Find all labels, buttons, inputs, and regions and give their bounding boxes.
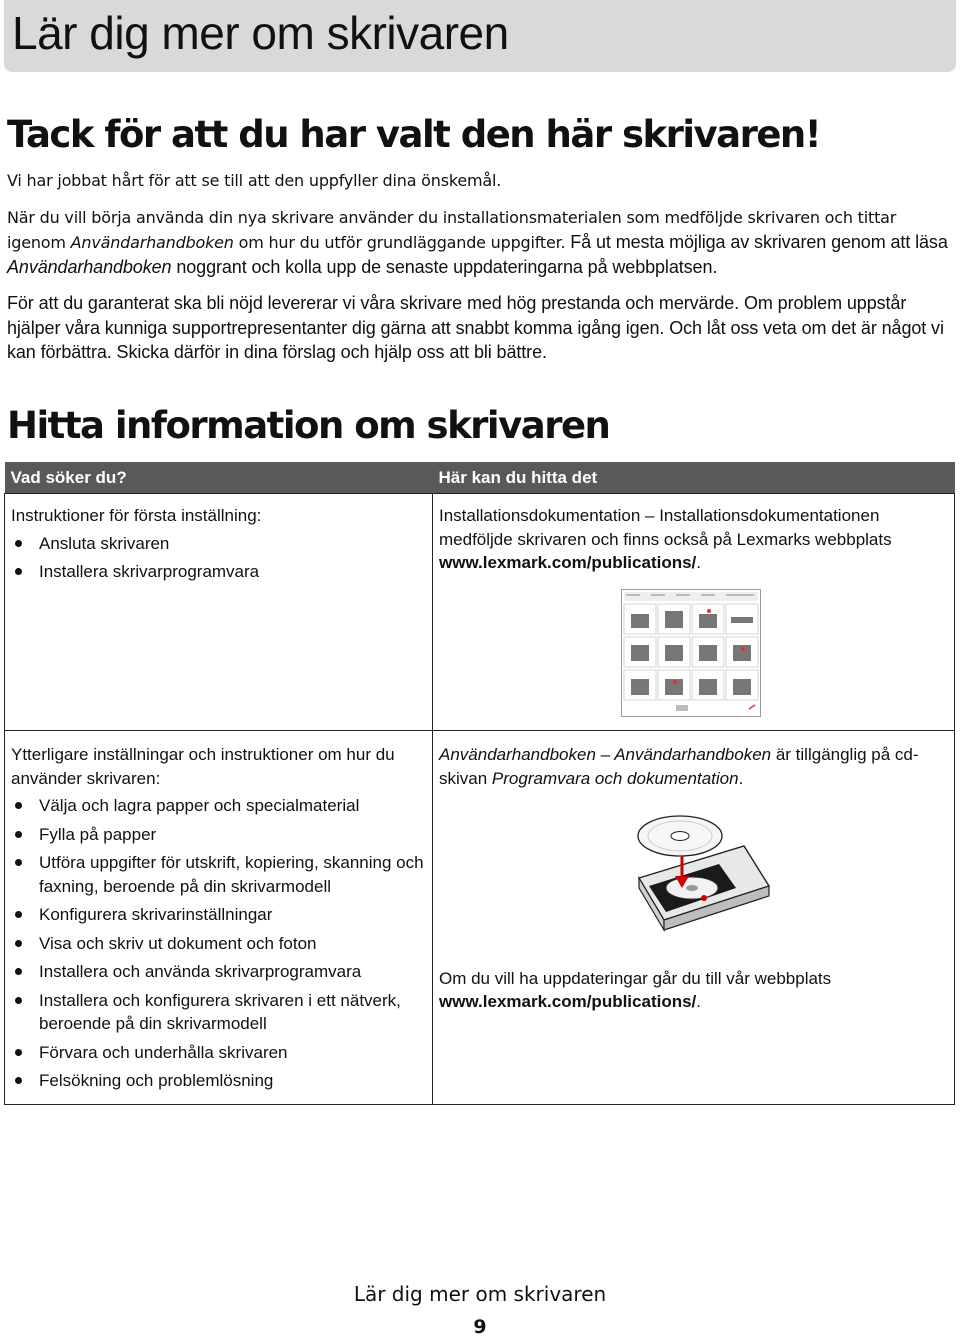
col-header-where: Här kan du hitta det <box>433 462 955 494</box>
row2-left-cell <box>5 731 433 1105</box>
info-heading: Hitta information om skrivaren <box>7 404 610 447</box>
row2-list <box>11 794 426 1093</box>
table-header-row <box>5 462 955 494</box>
support-paragraph: För att du garanterat ska bli nöjd levererar vi våra skrivare med hög prestanda och mervärde. Om problem uppstår hjälper våra kunniga supportrepresentanter dig gärna att snabbt komma igång igen. Och låt oss veta om det är något vi kan förbättra. Skicka därför in dina förslag och hjälp oss att bli bättre. <box>7 293 944 362</box>
col-header-what: Vad söker du? <box>5 462 433 494</box>
list-item: Installera skrivarprogramvara <box>11 560 426 584</box>
list-item: Fylla på papper <box>11 823 426 847</box>
row1-right-cell <box>433 494 955 731</box>
table-row <box>5 494 955 731</box>
publications-link[interactable]: www.lexmark.com/publications/ <box>439 992 697 1011</box>
cd-drive-illustration <box>624 808 948 945</box>
row1-intro: Instruktioner för första inställning: <box>11 506 262 525</box>
list-item: Visa och skriv ut dokument och foton <box>11 932 426 956</box>
thanks-heading: Tack för att du har valt den här skrivaren! <box>7 113 821 156</box>
user-guide-text: Användarhandboken – Användarhandboken är tillgänglig på cd-skivan Programvara och dokumentation. <box>439 745 919 788</box>
list-item: Utföra uppgifter för utskrift, kopiering, skanning och faxning, beroende på din skrivarmodell <box>11 851 426 898</box>
row1-left-cell <box>5 494 433 731</box>
publications-link[interactable]: www.lexmark.com/publications/ <box>439 553 697 572</box>
row1-list <box>11 532 426 584</box>
setup-doc-text: Installationsdokumentation – Installationsdokumentationen medföljde skrivaren och finns också på Lexmarks webbplats www.lexmark.com/publications/. <box>439 506 892 572</box>
list-item: Felsökning och problemlösning <box>11 1069 426 1093</box>
chapter-title: Lär dig mer om skrivaren <box>12 7 509 59</box>
list-item: Installera och konfigurera skrivaren i ett nätverk, beroende på din skrivarmodell <box>11 989 426 1036</box>
updates-text: Om du vill ha uppdateringar går du till vår webbplats www.lexmark.com/publications/. <box>439 968 832 1011</box>
info-table <box>4 462 955 1105</box>
setup-sheet-illustration <box>621 589 948 724</box>
intro-line: Vi har jobbat hårt för att se till att den uppfyller dina önskemål. <box>7 171 502 190</box>
row2-intro: Ytterligare inställningar och instruktioner om hur du använder skrivaren: <box>11 745 395 788</box>
list-item: Välja och lagra papper och specialmaterial <box>11 794 426 818</box>
chapter-title-band <box>4 0 956 72</box>
row2-right-cell <box>433 731 955 1105</box>
page-number: 9 <box>473 1316 487 1338</box>
table-row <box>5 731 955 1105</box>
list-item: Ansluta skrivaren <box>11 532 426 556</box>
list-item: Konfigurera skrivarinställningar <box>11 903 426 927</box>
footer-title: Lär dig mer om skrivaren <box>353 1282 607 1306</box>
intro-paragraph: När du vill börja använda din nya skrivare använder du installationsmaterialen som medföljde skrivaren och tittar igenom Användarhandboken om hur du utför grundläggande uppgifter. Få ut mesta möjliga av skrivaren genom att läsa Användarhandboken noggrant och kolla upp de senaste uppdateringarna på webbplatsen. <box>7 208 948 277</box>
list-item: Förvara och underhålla skrivaren <box>11 1041 426 1065</box>
list-item: Installera och använda skrivarprogramvara <box>11 960 426 984</box>
